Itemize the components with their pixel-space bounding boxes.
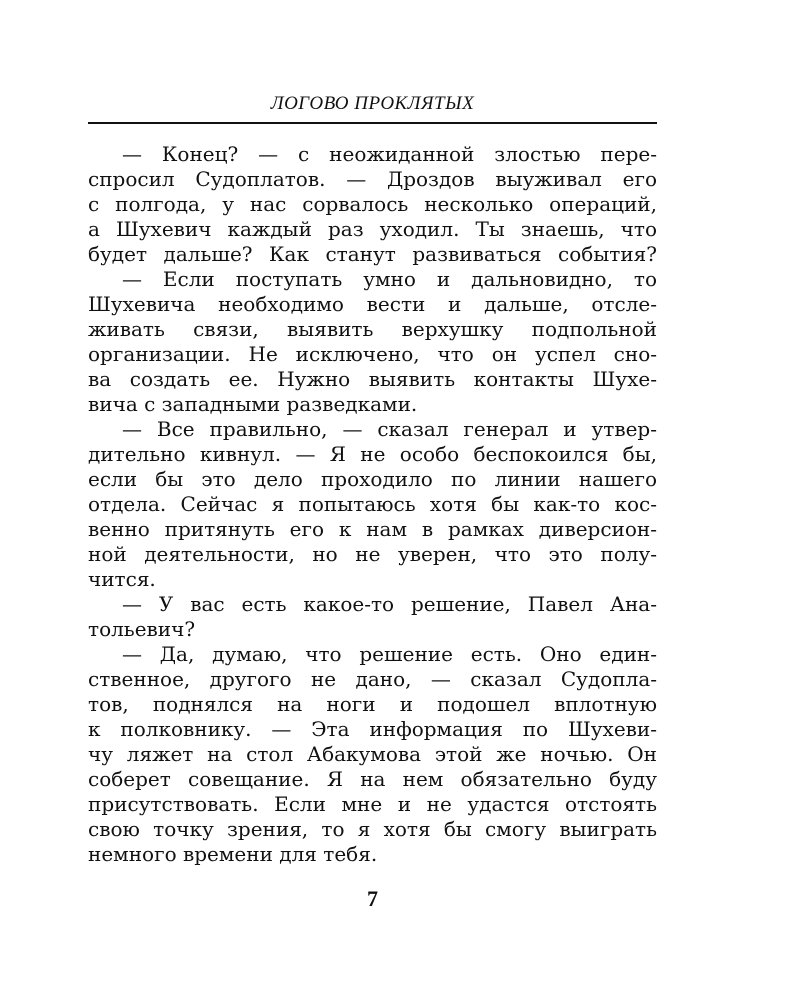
text-line: чится. xyxy=(88,567,156,591)
text-line: к полковнику. — Эта информация по Шухеви- xyxy=(88,717,657,741)
text-line: будет дальше? Как станут развиваться события? xyxy=(88,242,657,266)
text-line: — Да, думаю, что решение есть. Оно един- xyxy=(122,642,657,666)
text-line: ва создать ее. Нужно выявить контакты Шухе- xyxy=(88,367,657,391)
text-line: с полгода, у нас сорвалось несколько операций, xyxy=(88,192,657,216)
text-line: — Все правильно, — сказал генерал и утвер- xyxy=(122,417,657,441)
text-line: свою точку зрения, то я хотя бы смогу выиграть xyxy=(88,817,657,841)
text-line: тольевич? xyxy=(88,617,196,641)
text-line: ной деятельности, но не уверен, что это полу- xyxy=(88,542,657,566)
text-line: венно притянуть его к нам в рамках диверсион- xyxy=(88,517,657,541)
text-line: — Конец? — с неожиданной злостью пере- xyxy=(122,142,657,166)
text-line: — Если поступать умно и дальновидно, то xyxy=(122,267,657,291)
text-line: вича с западными разведками. xyxy=(88,392,418,416)
text-line: присутствовать. Если мне и не удастся отстоять xyxy=(88,792,657,816)
body-text xyxy=(88,142,657,867)
text-line: живать связи, выявить верхушку подпольной xyxy=(88,317,657,341)
text-line: ственное, другого не дано, — сказал Судопла- xyxy=(88,667,657,691)
text-line: организации. Не исключено, что он успел сно- xyxy=(88,342,657,366)
text-line: если бы это дело проходило по линии нашего xyxy=(88,467,657,491)
text-line: дительно кивнул. — Я не особо беспокоился бы, xyxy=(88,442,657,466)
text-line: чу ляжет на стол Абакумова этой же ночью. Он xyxy=(88,742,657,766)
text-line: — У вас есть какое-то решение, Павел Ана- xyxy=(122,592,657,616)
text-line: а Шухевич каждый раз уходил. Ты знаешь, что xyxy=(88,217,657,241)
running-header-title: ЛОГОВО ПРОКЛЯТЫХ xyxy=(270,93,475,114)
text-line: соберет совещание. Я на нем обязательно буду xyxy=(88,767,657,791)
text-line: спросил Судоплатов. — Дроздов выуживал его xyxy=(88,167,657,191)
running-header xyxy=(88,88,657,124)
text-line: немного времени для тебя. xyxy=(88,842,378,866)
text-line: Шухевича необходимо вести и дальше, отсле- xyxy=(88,292,657,316)
text-line: отдела. Сейчас я попытаюсь хотя бы как-то кос- xyxy=(88,492,657,516)
page-number: 7 xyxy=(367,886,378,911)
text-line: тов, поднялся на ноги и подошел вплотную xyxy=(88,692,657,716)
